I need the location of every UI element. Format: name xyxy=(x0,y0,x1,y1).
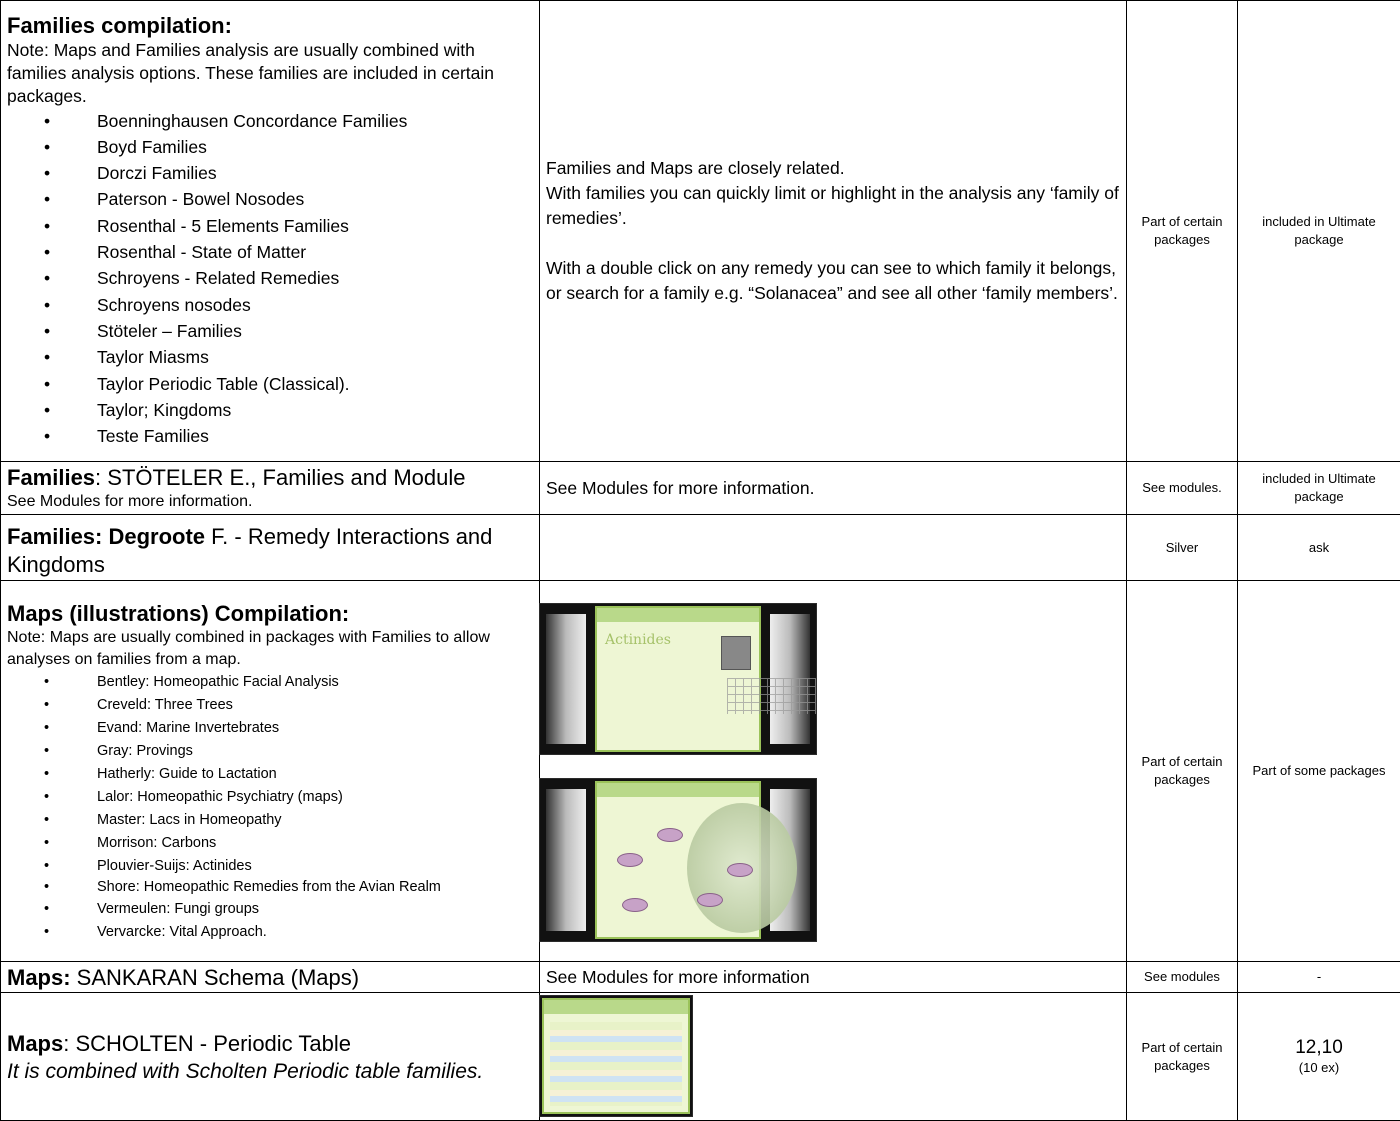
list-item: • Taylor Periodic Table (Classical). xyxy=(35,371,533,397)
feature-title-rest: SANKARAN Schema (Maps) xyxy=(71,965,360,990)
table-row xyxy=(1,462,1400,515)
list-item: • Boyd Families xyxy=(35,134,533,160)
feature-title xyxy=(7,965,533,991)
feature-cell xyxy=(1,1,540,462)
feature-title: Families compilation: xyxy=(7,13,533,39)
feature-cell xyxy=(1,462,540,515)
package-cell: included in Ultimate package xyxy=(1238,1,1400,462)
list-item: • Plouvier-Suijs: Actinides xyxy=(35,855,533,878)
feature-title-rest: : STÖTELER E., Families and Module xyxy=(95,465,465,490)
feature-title-bold: Families: Degroote xyxy=(7,524,205,549)
feature-title-bold: Families xyxy=(7,465,95,490)
availability-cell: Silver xyxy=(1127,515,1238,581)
description-cell: See Modules for more information xyxy=(540,962,1127,993)
feature-title-rest: F. - Remedy Interactions and Kingdoms xyxy=(7,524,492,577)
list-item: • Stöteler – Families xyxy=(35,318,533,344)
description-cell xyxy=(540,993,1127,1121)
list-item: • Vervarcke: Vital Approach. xyxy=(35,921,533,944)
feature-cell xyxy=(1,993,540,1121)
list-item: • Gray: Provings xyxy=(35,740,533,763)
price-note: (10 ex) xyxy=(1244,1059,1394,1077)
list-item: • Taylor; Kingdoms xyxy=(35,397,533,423)
list-item: • Evand: Marine Invertebrates xyxy=(35,717,533,740)
feature-title xyxy=(7,523,533,579)
families-list xyxy=(35,108,533,450)
list-item: • Vermeulen: Fungi groups xyxy=(35,898,533,921)
actinides-map-screenshot: Actinides xyxy=(539,603,817,755)
list-item: • Morrison: Carbons xyxy=(35,832,533,855)
feature-note: Note: Maps are usually combined in packages with Families to allow analyses on families from a map. xyxy=(7,627,533,671)
table-row xyxy=(1,993,1400,1121)
feature-cell xyxy=(1,581,540,962)
feature-cell xyxy=(1,515,540,581)
availability-cell: Part of certain packages xyxy=(1127,581,1238,962)
feature-title-bold: Maps xyxy=(7,1031,63,1056)
feature-note: Note: Maps and Families analysis are usually combined with families analysis options. These families are included in certain packages. xyxy=(7,39,533,108)
package-cell: Part of some packages xyxy=(1238,581,1400,962)
package-cell: included in Ultimate package xyxy=(1238,462,1400,515)
list-item: • Schroyens - Related Remedies xyxy=(35,265,533,291)
feature-cell xyxy=(1,962,540,993)
list-item: • Shore: Homeopathic Remedies from the Avian Realm xyxy=(35,878,465,898)
list-item: • Creveld: Three Trees xyxy=(35,694,533,717)
table-row xyxy=(1,962,1400,993)
package-cell: ask xyxy=(1238,515,1400,581)
list-item: • Rosenthal - State of Matter xyxy=(35,239,533,265)
description-cell xyxy=(540,581,1127,962)
description-line: With a double click on any remedy you can see to which family it belongs, or search for a family e.g. “Solanacea” and see all other ‘family members’. xyxy=(546,256,1120,306)
description-line: With families you can quickly limit or highlight in the analysis any ‘family of remedies’. xyxy=(546,181,1120,231)
feature-note: See Modules for more information. xyxy=(7,491,533,513)
list-item: • Lalor: Homeopathic Psychiatry (maps) xyxy=(35,786,533,809)
feature-note: It is combined with Scholten Periodic table families. xyxy=(7,1057,533,1086)
table-row xyxy=(1,1,1400,462)
list-item: • Schroyens nosodes xyxy=(35,292,533,318)
feature-title: Maps (illustrations) Compilation: xyxy=(7,601,533,627)
price-value: 12,10 xyxy=(1244,1037,1394,1059)
list-item: • Hatherly: Guide to Lactation xyxy=(35,763,533,786)
feature-title-bold: Maps: xyxy=(7,965,71,990)
list-item: • Boenninghausen Concordance Families xyxy=(35,108,533,134)
availability-cell: Part of certain packages xyxy=(1127,993,1238,1121)
list-item: • Dorczi Families xyxy=(35,160,533,186)
feature-title-rest: : SCHOLTEN - Periodic Table xyxy=(63,1031,351,1056)
list-item: • Bentley: Homeopathic Facial Analysis xyxy=(35,671,533,694)
description-cell xyxy=(540,1,1127,462)
package-cell: - xyxy=(1238,962,1400,993)
availability-cell: See modules. xyxy=(1127,462,1238,515)
description-line: Families and Maps are closely related. xyxy=(546,156,1120,181)
list-item: • Rosenthal - 5 Elements Families xyxy=(35,213,533,239)
list-item: • Teste Families xyxy=(35,423,533,449)
scholten-periodic-table-screenshot xyxy=(539,995,693,1117)
feature-title xyxy=(7,1031,533,1057)
description-cell: See Modules for more information. xyxy=(540,462,1127,515)
list-item: • Master: Lacs in Homeopathy xyxy=(35,809,533,832)
table-row xyxy=(1,515,1400,581)
maps-list xyxy=(35,671,533,944)
description-cell xyxy=(540,515,1127,581)
feature-title xyxy=(7,465,533,491)
description-spacer xyxy=(546,231,1120,256)
package-cell xyxy=(1238,993,1400,1121)
list-item: • Paterson - Bowel Nosodes xyxy=(35,186,533,212)
table-row xyxy=(1,581,1400,962)
availability-cell: Part of certain packages xyxy=(1127,1,1238,462)
availability-cell: See modules xyxy=(1127,962,1238,993)
plants-map-screenshot xyxy=(539,778,817,942)
list-item: • Taylor Miasms xyxy=(35,344,533,370)
